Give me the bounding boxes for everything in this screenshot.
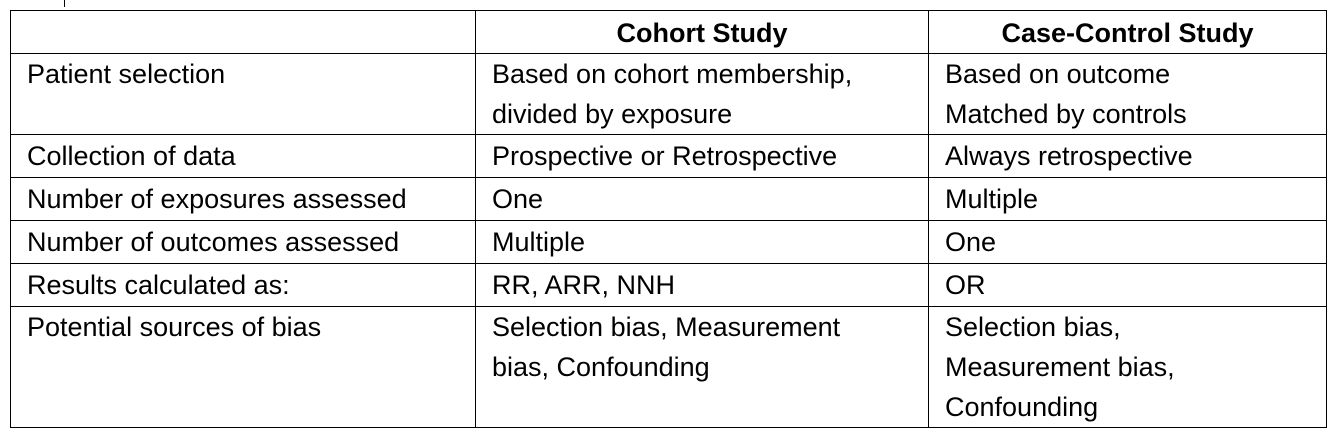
header-row [11,11,1327,54]
case-control-cell [929,54,1327,135]
case-control-cell: One [929,221,1327,264]
row-label: Patient selection [11,54,476,135]
cohort-cell [476,307,929,428]
header-empty-cell [11,11,476,54]
cohort-cell: One [476,178,929,221]
table-body [11,54,1327,428]
row-label: Number of outcomes assessed [11,221,476,264]
cell-line: Selection bias, [945,312,1121,342]
corner-tick [64,0,65,7]
row-label: Collection of data [11,135,476,178]
cell-line: Selection bias, Measurement [492,312,841,342]
row-label: Potential sources of bias [11,307,476,428]
cell-line: Measurement bias, [945,352,1175,382]
cell-line: Confounding [945,392,1099,422]
cell-line: Matched by controls [945,99,1187,129]
cell-line: divided by exposure [492,99,733,129]
case-control-cell: OR [929,264,1327,307]
row-label: Number of exposures assessed [11,178,476,221]
case-control-cell [929,307,1327,428]
table-row [11,54,1327,135]
comparison-table [10,10,1327,428]
row-label: Results calculated as: [11,264,476,307]
header-case-control-study: Case-Control Study [929,11,1327,54]
table-row [11,135,1327,178]
cell-line: Based on cohort membership, [492,59,853,89]
cohort-cell [476,54,929,135]
cell-line: Based on outcome [945,59,1171,89]
table-row [11,307,1327,428]
table-row [11,264,1327,307]
header-cohort-study: Cohort Study [476,11,929,54]
table-row [11,221,1327,264]
table-row [11,178,1327,221]
cell-line: bias, Confounding [492,352,710,382]
case-control-cell: Multiple [929,178,1327,221]
cohort-cell: Multiple [476,221,929,264]
case-control-cell: Always retrospective [929,135,1327,178]
cohort-cell: Prospective or Retrospective [476,135,929,178]
cohort-cell: RR, ARR, NNH [476,264,929,307]
